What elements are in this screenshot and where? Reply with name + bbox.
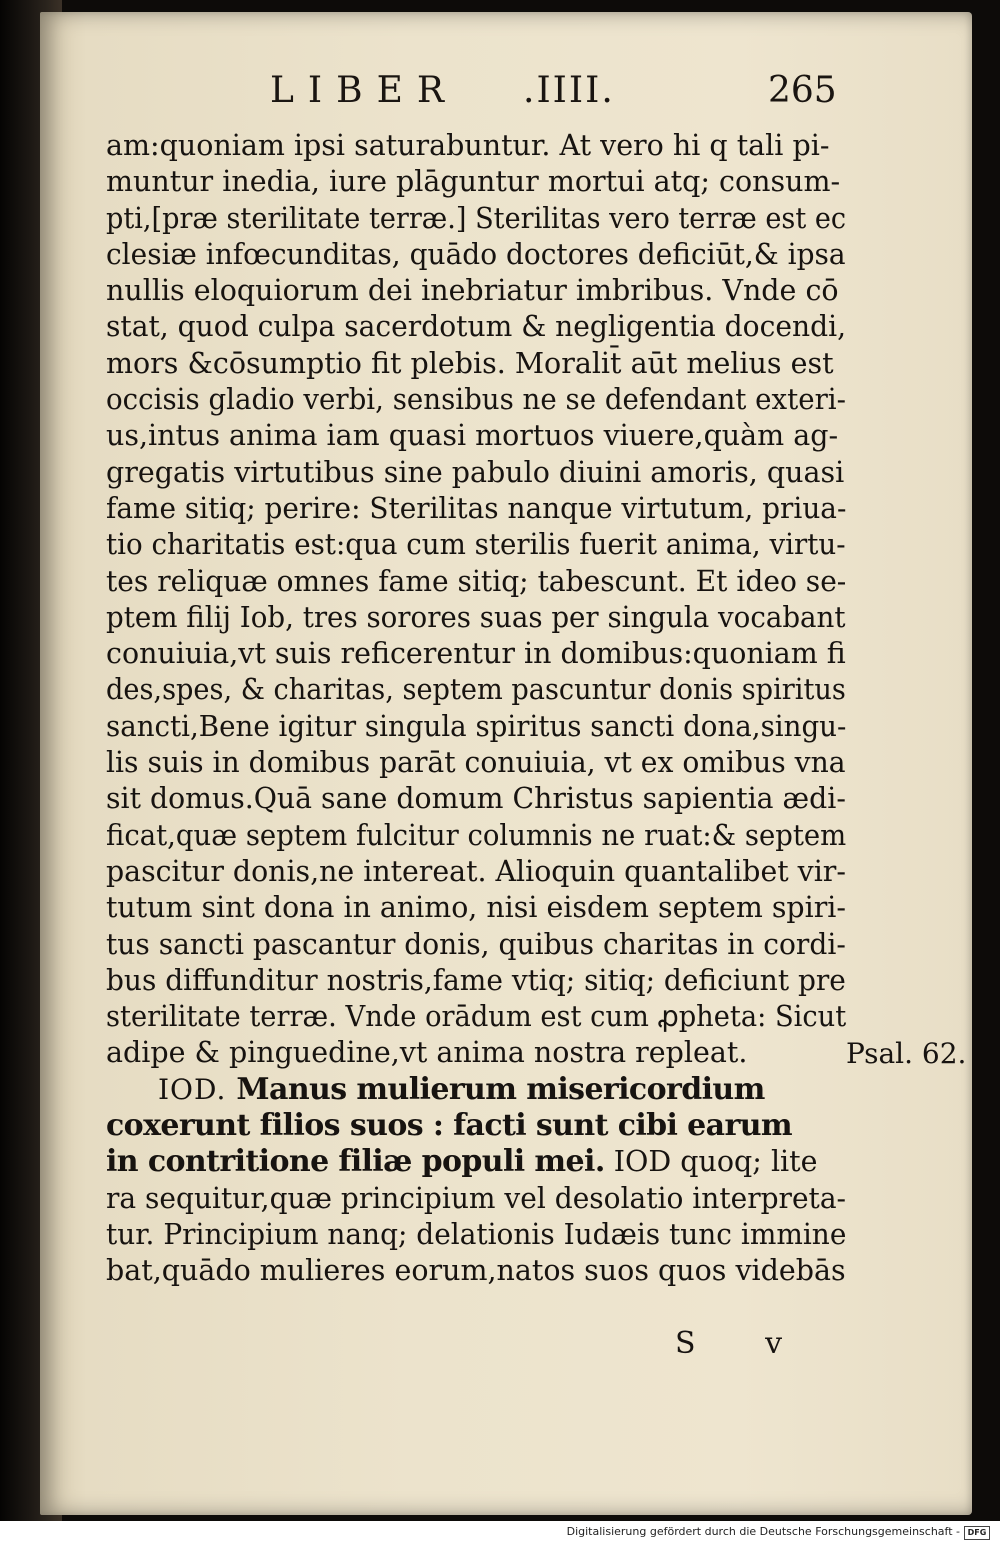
dfg-logo: DFG [964, 1526, 990, 1540]
commentary-start: IOD quoq; lite [613, 1145, 818, 1179]
verse-line [106, 1144, 846, 1180]
marginal-reference: Psal. 62. [846, 1037, 967, 1070]
text-line: clesiæ infœcunditas, quādo doctores deficiūt,& ipsa [106, 237, 846, 271]
digitization-credit [567, 1524, 960, 1540]
verse-line [106, 1108, 846, 1144]
text-line: muntur inedia, iure plāguntur mortui atq; consum- [106, 165, 841, 199]
section-label: IOD. [158, 1072, 227, 1106]
text-line: fame sitiq; perire: Sterilitas nanque virtutum, priua- [106, 491, 847, 525]
text-line: ptem filij Iob, tres sorores suas per singula vocabant [106, 600, 846, 634]
text-line: tutum sint dona in animo, nisi eisdem septem spiri- [106, 891, 846, 925]
text-line: stat, quod culpa sacerdotum & negligentia docendi, [106, 310, 847, 344]
verse-text: in contritione filiæ populi mei. [106, 1144, 605, 1180]
text-line: pti,[præ sterilitate terræ.] Sterilitas vero terræ est ec [106, 201, 847, 235]
running-head-book-number: .IIII. [523, 70, 615, 111]
verse-text: Manus mulierum misericordium [236, 1071, 765, 1107]
text-line: ra sequitur,quæ principium vel desolatio interpreta- [106, 1181, 847, 1215]
text-line: tus sancti pascantur donis, quibus charitas in cordi- [106, 927, 846, 961]
text-line: tio charitatis est:qua cum sterilis fuerit anima, virtu- [106, 528, 846, 562]
text-line: gregatis virtutibus sine pabulo diuini amoris, quasi [106, 455, 845, 489]
text-line: lis suis in domibus parāt conuiuia, vt ex omibus vna [106, 746, 846, 780]
running-head [228, 67, 837, 115]
signature-mark: S v [675, 1326, 813, 1361]
text-line: adipe & pinguedine,vt anima nostra repleat. [106, 1036, 748, 1070]
text-line: nullis eloquiorum dei inebriatur imbribus. Vnde cō [106, 274, 839, 308]
section-heading-line [106, 1072, 846, 1108]
text-line: pascitur donis,ne intereat. Alioquin quantalibet vir- [106, 854, 846, 888]
credit-text: Digitalisierung gefördert durch die Deutsche Forschungsgemeinschaft - [566, 1525, 960, 1538]
text-line: am:quoniam ipsi saturabuntur. At vero hi q tali pi- [106, 129, 830, 162]
text-line: ficat,quæ septem fulcitur columnis ne ruat:& septem [106, 818, 847, 852]
folio-number: 265 [768, 70, 837, 111]
text-line: sterilitate terræ. Vnde orādum est cum ꝓpheta: Sicut [106, 1000, 847, 1034]
text-line: sancti,Bene igitur singula spiritus sancti dona,singu- [106, 709, 847, 743]
text-line: des,spes, & charitas, septem pascuntur donis spiritus [106, 673, 846, 707]
text-line: sit domus.Quā sane domum Christus sapientia ædi- [106, 782, 846, 816]
text-line: us,intus anima iam quasi mortuos viuere,quàm ag- [106, 419, 839, 453]
verse-text: coxerunt filios suos : facti sunt cibi earum [106, 1108, 793, 1144]
running-head-title: LIBER [270, 70, 458, 111]
text-line: bat,quādo mulieres eorum,natos suos quos videbās [106, 1254, 846, 1288]
book-page [40, 12, 972, 1515]
text-line: tur. Principium nanq; delationis Iudæis tunc immine [106, 1217, 847, 1251]
text-line: bus diffunditur nostris,fame vtiq; sitiq; deficiunt pre [106, 963, 846, 997]
text-line: mors &cōsumptio fit plebis. Moralit̄ aūt melius est [106, 346, 834, 380]
main-text-block [106, 128, 846, 1290]
text-line: occisis gladio verbi, sensibus ne se defendant exteri- [106, 383, 846, 417]
text-line: tes reliquæ omnes fame sitiq; tabescunt. Et ideo se- [106, 564, 847, 598]
text-line: conuiuia,vt suis reficerentur in domibus:quoniam fi [106, 637, 846, 671]
